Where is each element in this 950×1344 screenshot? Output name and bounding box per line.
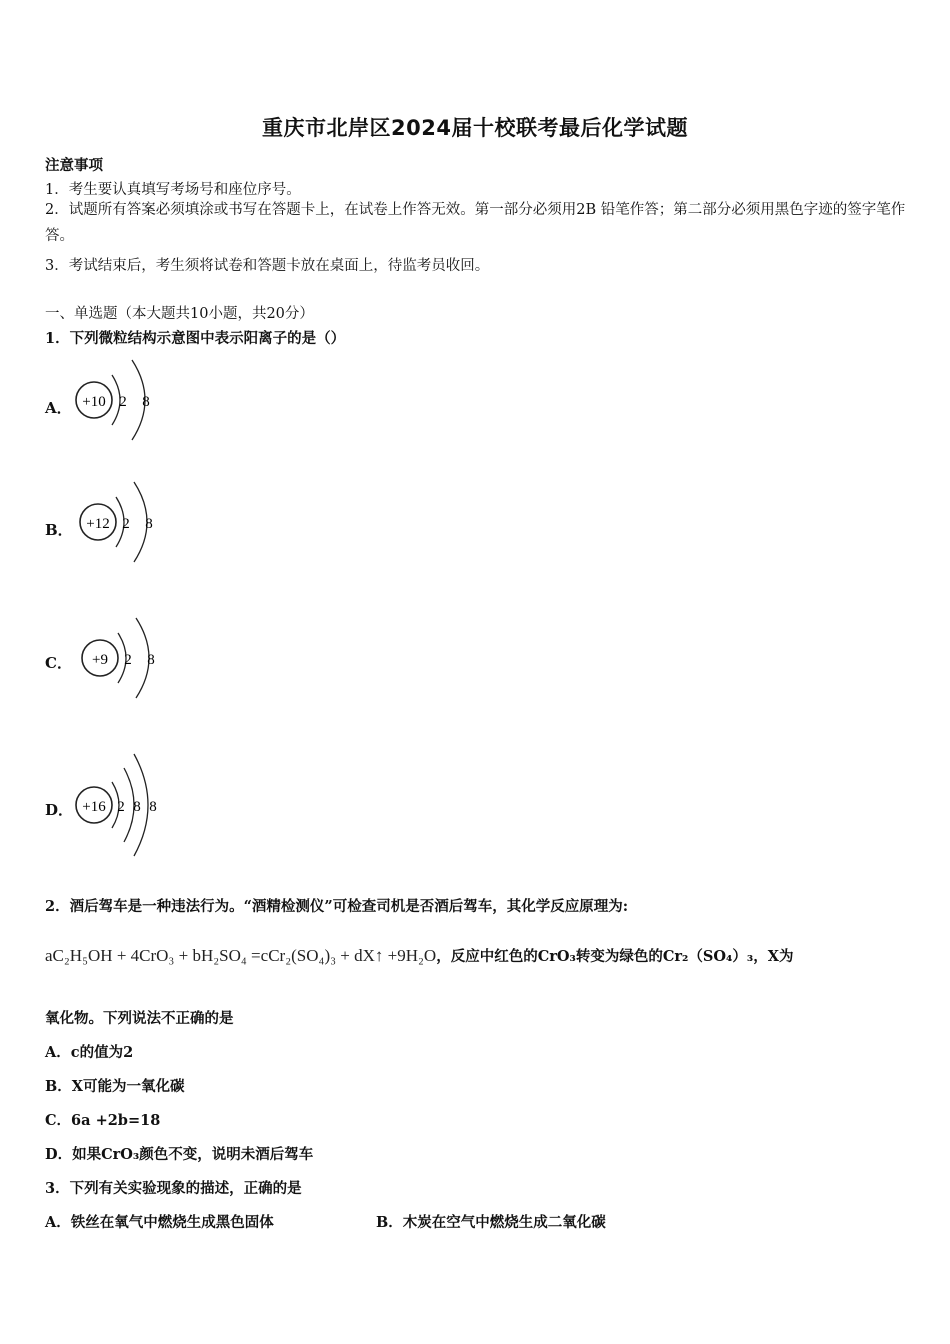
- q2-option-a: A．c的值为2: [45, 1044, 134, 1061]
- q1-option-a-atom-diagram: [74, 355, 164, 445]
- q2-option-c: C．6a +2b=18: [45, 1112, 161, 1129]
- nucleus-charge: +16: [82, 799, 106, 815]
- shell-electrons-1: 2: [124, 652, 132, 668]
- q3-option-b: B．木炭在空气中燃烧生成二氧化碳: [376, 1214, 606, 1231]
- shell-electrons-2: 8: [142, 394, 150, 410]
- page-title: 重庆市北岸区2024届十校联考最后化学试题: [262, 116, 688, 140]
- chemical-equation: aC₂H₅OH + 4CrO₃ + bH₂SO₄ =cCr₂(SO₄)₃ + dX↑ +9H₂O: [45, 946, 437, 965]
- nucleus-charge: +10: [82, 394, 106, 410]
- notice-item-1: 1．考生要认真填写考场号和座位序号。: [45, 182, 301, 198]
- shell-electrons-2: 8: [147, 652, 155, 668]
- q2-stem-continuation: 氧化物。下列说法不正确的是: [45, 1010, 234, 1027]
- shell-electrons-3: 8: [149, 799, 157, 815]
- q2-option-d: D．如果CrO₃颜色不变，说明未酒后驾车: [45, 1146, 314, 1163]
- q1-option-a-label: A．: [45, 399, 72, 417]
- question-1-stem: 1．下列微粒结构示意图中表示阳离子的是（）: [45, 330, 346, 347]
- shell-electrons-1: 2: [119, 394, 127, 410]
- shell-electrons-2: 8: [145, 516, 153, 532]
- q1-option-c-label: C．: [45, 654, 72, 672]
- shell-electrons-1: 2: [117, 799, 125, 815]
- q2-equation-line: [45, 945, 793, 966]
- shell-electrons-1: 2: [122, 516, 130, 532]
- question-3-stem: 3．下列有关实验现象的描述，正确的是: [45, 1180, 302, 1197]
- q3-option-a: A．铁丝在氧气中燃烧生成黑色固体: [45, 1214, 274, 1231]
- shell-electrons-2: 8: [133, 799, 141, 815]
- q1-option-c-atom-diagram: [80, 613, 170, 703]
- section-heading: 一、单选题（本大题共10小题，共20分）: [45, 306, 314, 322]
- q1-option-b-atom-diagram: [78, 477, 168, 567]
- q2-equation-description: ，反应中红色的CrO₃转变为绿色的Cr₂（SO₄）₃，X为: [436, 948, 794, 965]
- notice-heading: 注意事项: [45, 157, 103, 174]
- q1-option-d-atom-diagram: [74, 750, 174, 860]
- q1-option-d-label: D．: [45, 801, 74, 819]
- notice-item-3: 3．考试结束后，考生须将试卷和答题卡放在桌面上，待监考员收回。: [45, 258, 490, 274]
- question-2-stem: 2．酒后驾车是一种违法行为。“酒精检测仪”可检查司机是否酒后驾车，其化学反应原理为:: [45, 898, 629, 915]
- nucleus-charge: +9: [92, 652, 108, 668]
- notice-item-2: 2．试题所有答案必须填涂或书写在答题卡上，在试卷上作答无效。第一部分必须用2B 铅笔作答；第二部分必须用黑色字迹的签字笔作答。: [45, 202, 906, 244]
- q1-option-b-label: B．: [45, 521, 73, 539]
- nucleus-charge: +12: [86, 516, 110, 532]
- q2-option-b: B．X可能为一氧化碳: [45, 1078, 185, 1095]
